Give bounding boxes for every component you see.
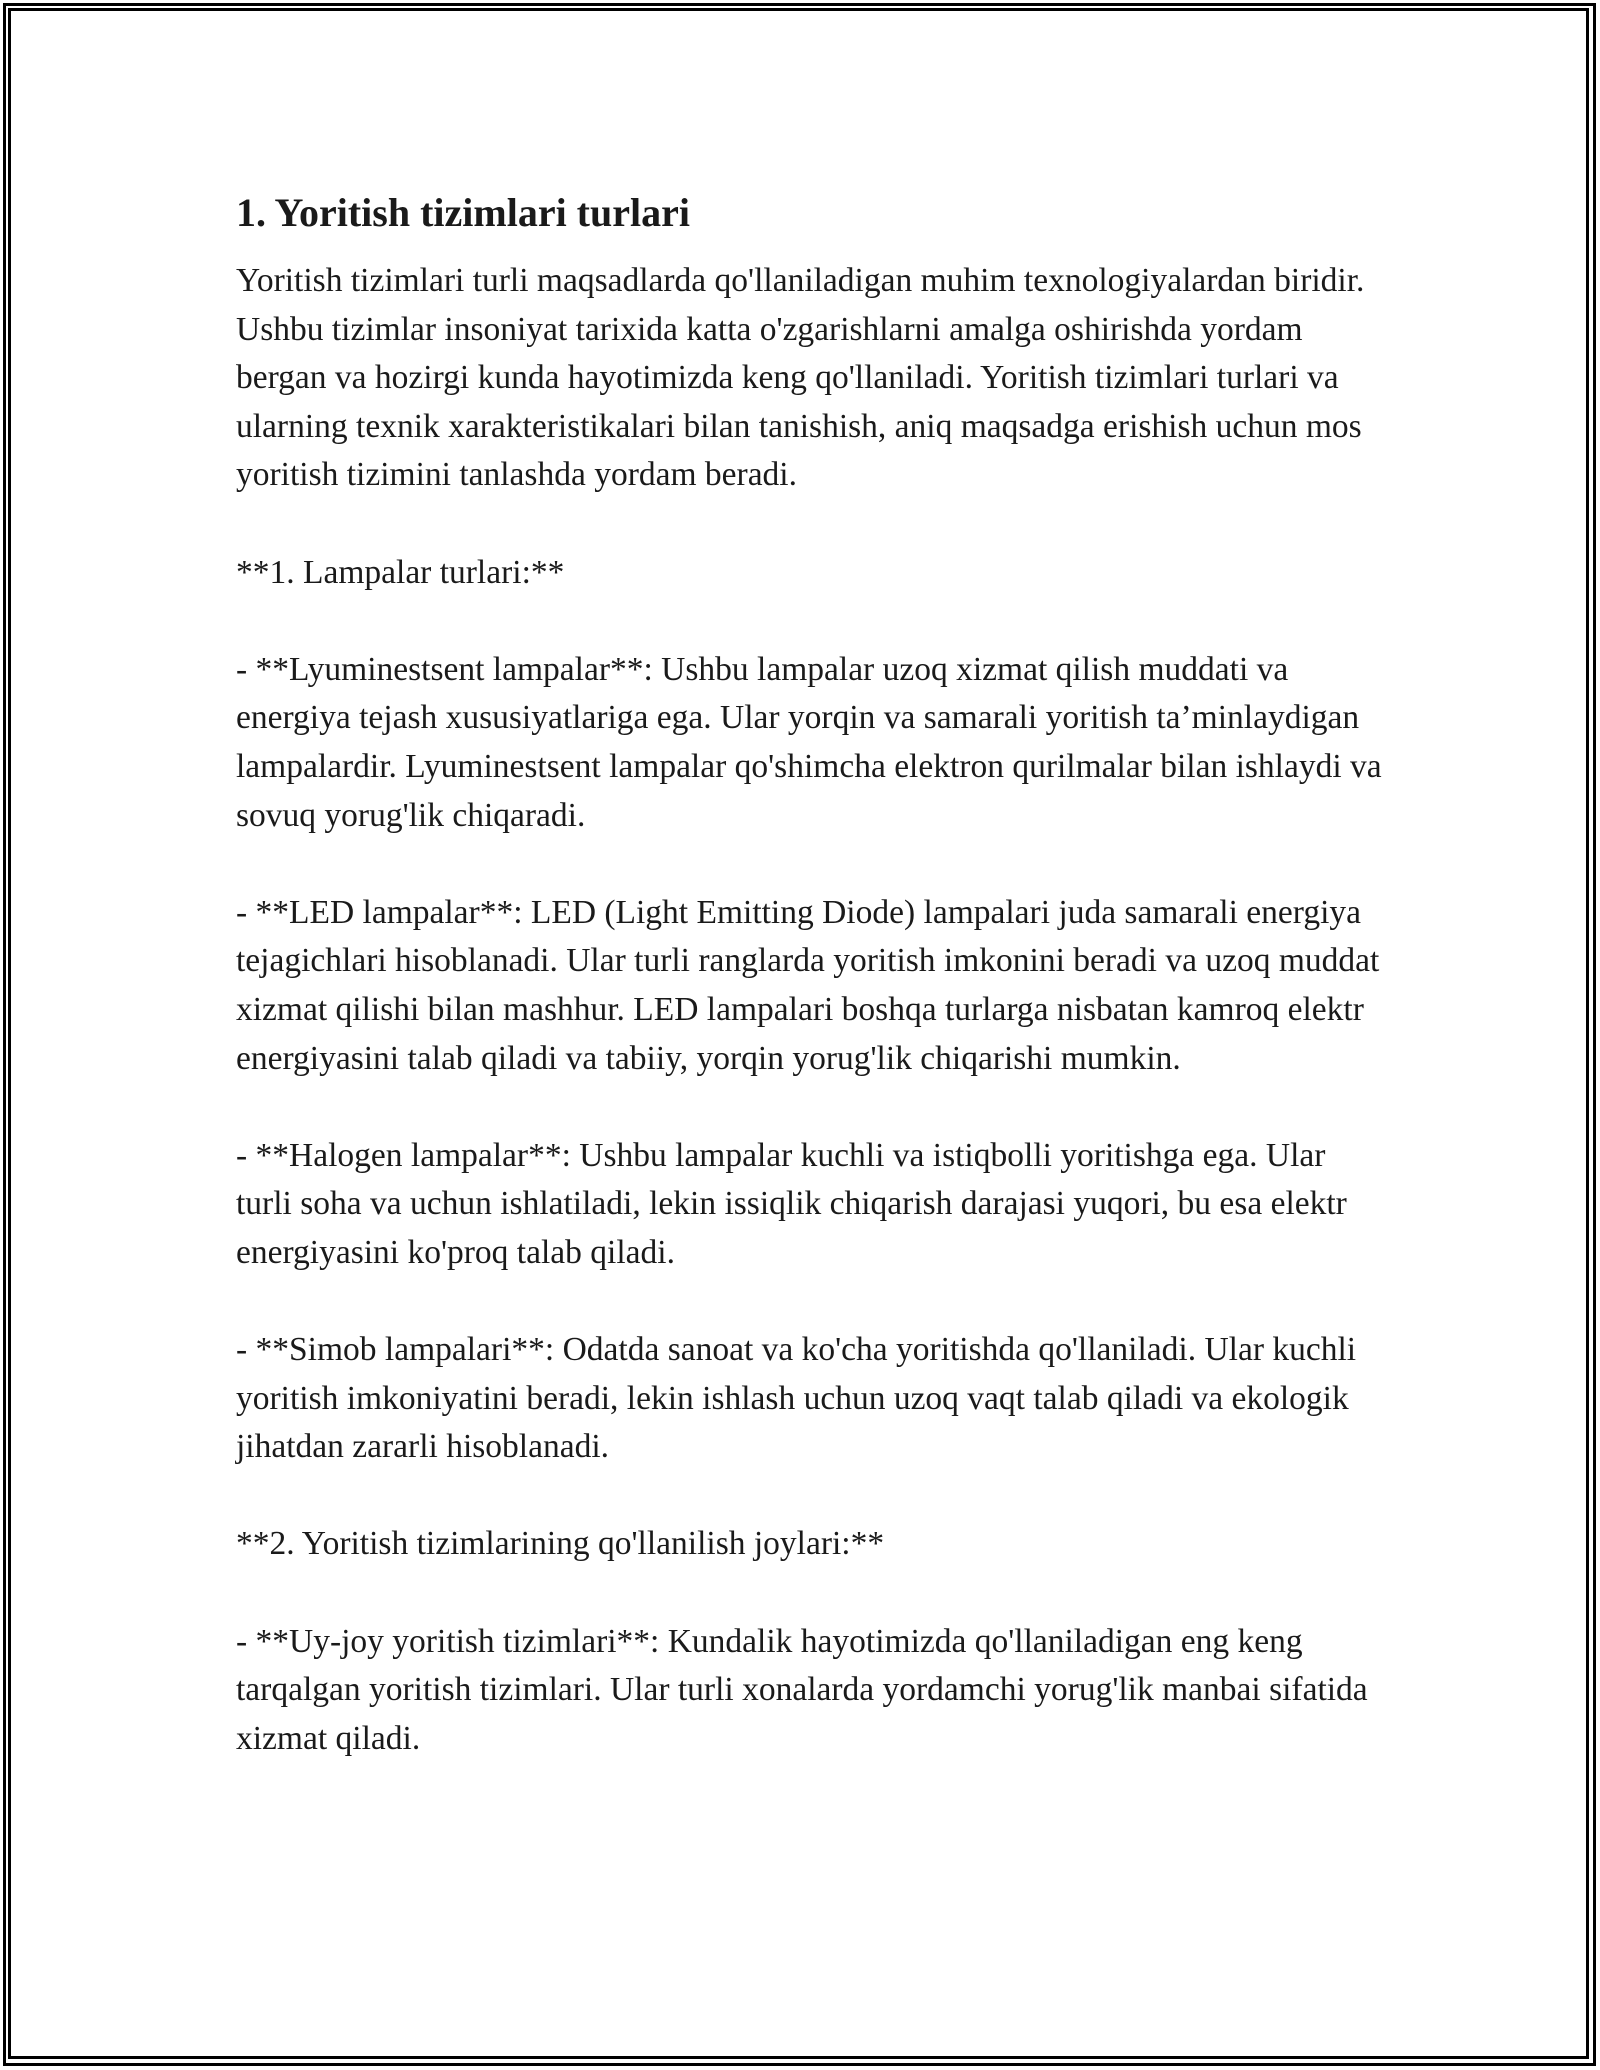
section-heading: 1. Yoritish tizimlari turlari — [236, 190, 690, 235]
list-item-led-lamps: - **LED lampalar**: LED (Light Emitting Diode) lampalari juda samarali energiya tejagichlari hisoblanadi. Ular turli ranglarda yoritish imkonini beradi va uzoq muddat xizmat qilishi bilan mashhur. LED lampalari boshqa turlarga nisbatan kamroq elektr energiyasini talab qiladi va tabiiy, yorqin yorug'lik chiqarishi mumkin. — [236, 893, 1380, 1077]
list-item-fluorescent-lamps: - **Lyuminestsent lampalar**: Ushbu lampalar uzoq xizmat qilish muddati va energiya tejash xususiyatlariga ega. Ular yorqin va samarali yoritish ta’minlaydigan lampalardir. Lyuminestsent lampalar qo'shimcha elektron qurilmalar bilan ishlaydi va sovuq yorug'lik chiqaradi. — [236, 650, 1382, 834]
list-item-mercury-lamps: - **Simob lampalari**: Odatda sanoat va ko'cha yoritishda qo'llaniladi. Ular kuchli yoritish imkoniyatini beradi, lekin ishlash uchun uzoq vaqt talab qiladi va ekologik jihatdan zararli hisoblanadi. — [236, 1331, 1357, 1466]
intro-paragraph: Yoritish tizimlari turli maqsadlarda qo'llaniladigan muhim texnologiyalardan biridir. Ushbu tizimlar insoniyat tarixida katta o'zgarishlarni amalga oshirishda yordam bergan va hozirgi kunda hayotimizda keng qo'llaniladi. Yoritish tizimlari turlari va ularning texnik xarakteristikalari bilan tanishish, aniq maqsadga erishish uchun mos yoritish tizimini tanlashda yordam beradi. — [236, 262, 1365, 494]
document-body — [236, 185, 1386, 1812]
list-item-halogen-lamps: - **Halogen lampalar**: Ushbu lampalar kuchli va istiqbolli yoritishga ega. Ular turli soha va uchun ishlatiladi, lekin issiqlik chiqarish darajasi yuqori, bu esa elektr energiyasini ko'proq talab qiladi. — [236, 1136, 1347, 1271]
subheading-lamp-types: **1. Lampalar turlari:** — [236, 553, 565, 591]
list-item-residential-lighting: - **Uy-joy yoritish tizimlari**: Kundalik hayotimizda qo'llaniladigan eng keng tarqalgan yoritish tizimlari. Ular turli xonalarda yordamchi yorug'lik manbai sifatida xizmat qiladi. — [236, 1622, 1368, 1757]
subheading-usage-places: **2. Yoritish tizimlarining qo'llanilish joylari:** — [236, 1525, 885, 1563]
